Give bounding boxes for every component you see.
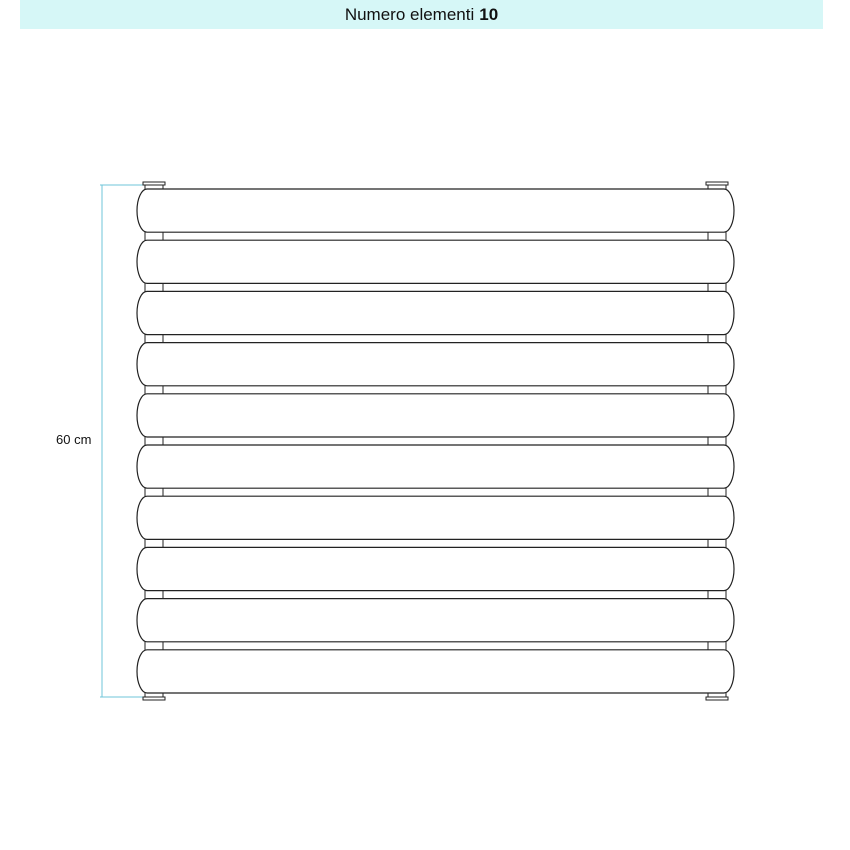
radiator-tube [137, 189, 734, 232]
radiator-tubes [137, 189, 734, 693]
title-label: Numero elementi [344, 4, 475, 24]
radiator-tube [137, 547, 734, 590]
left-bottom-cap [143, 697, 165, 700]
radiator-tube [137, 240, 734, 283]
radiator-tube [137, 445, 734, 488]
left-top-cap [143, 182, 165, 185]
radiator-tube [137, 599, 734, 642]
radiator-tube [137, 394, 734, 437]
radiator-tube [137, 496, 734, 539]
element-count-value: 10 [479, 4, 499, 24]
radiator-tube [137, 291, 734, 334]
radiator-tube [137, 650, 734, 693]
radiator-tube [137, 343, 734, 386]
right-bottom-cap [706, 697, 728, 700]
right-top-cap [706, 182, 728, 185]
height-dimension-label: 60 cm [56, 432, 92, 447]
